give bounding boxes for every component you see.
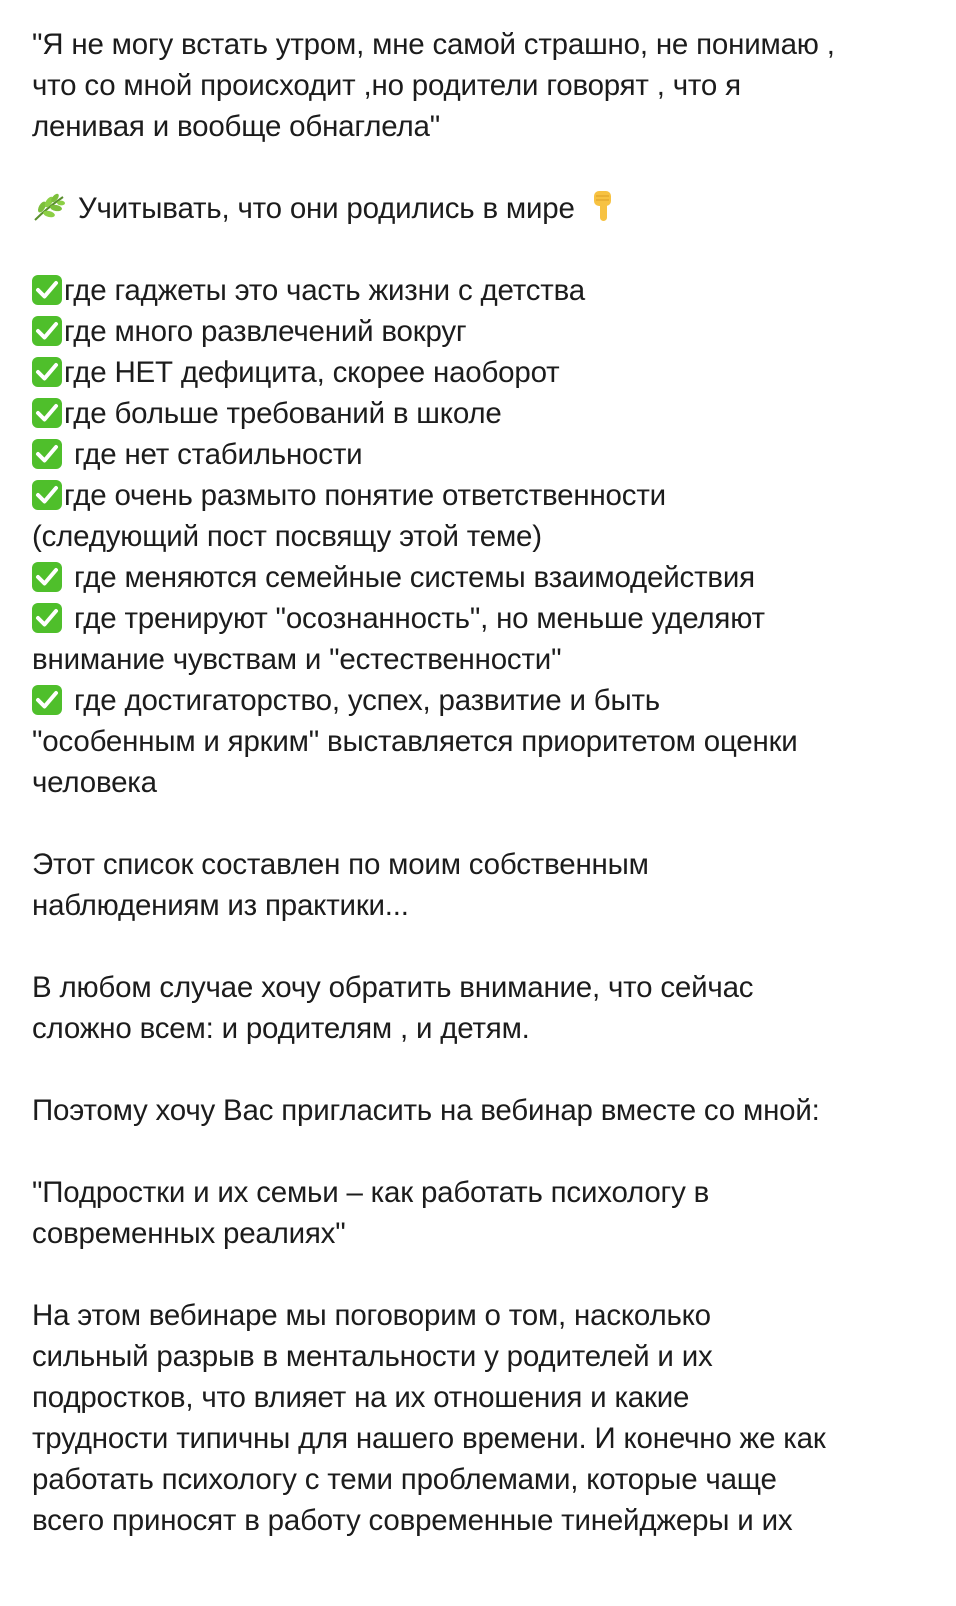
invite-paragraph [32, 1090, 932, 1131]
checklist-item [32, 598, 932, 680]
checklist-item [32, 393, 932, 434]
pointing-down-hand-icon [591, 189, 615, 234]
quote-line: что со мной происходит ,но родители говорят , что я [32, 69, 741, 102]
check-mark-button-icon [32, 562, 62, 592]
check-mark-button-icon [32, 480, 62, 510]
check-mark-button-icon [32, 316, 62, 346]
paragraph-line: Поэтому хочу Вас пригласить на вебинар вместе со мной: [32, 1094, 820, 1127]
checklist-item [32, 352, 932, 393]
paragraph-line: подростков, что влияет на их отношения и какие [32, 1381, 690, 1414]
consider-text: Учитывать, что они родились в мире [78, 192, 575, 225]
quote-paragraph [32, 24, 932, 147]
paragraph-line: "Подростки и их семьи – как работать психологу в [32, 1176, 710, 1209]
description-paragraph [32, 1295, 932, 1541]
check-mark-button-icon [32, 603, 62, 633]
checklist-item-text: "особенным и ярким" выставляется приоритетом оценки [32, 725, 798, 758]
checklist-item-text: внимание чувствам и "естественности" [32, 643, 562, 676]
check-mark-button-icon [32, 439, 62, 469]
quote-line: ленивая и вообще обнаглела" [32, 110, 441, 143]
paragraph-line: В любом случае хочу обратить внимание, что сейчас [32, 971, 754, 1004]
checklist-item [32, 270, 932, 311]
checklist-item-text: где НЕТ дефицита, скорее наоборот [64, 356, 560, 389]
consider-line [32, 188, 932, 229]
paragraph-line: Этот список составлен по моим собственным [32, 848, 649, 881]
observations-paragraph [32, 844, 932, 926]
checklist-item-text: человека [32, 766, 157, 799]
paragraph-line: сложно всем: и родителям , и детям. [32, 1012, 530, 1045]
checklist-item-text: (следующий пост посвящу этой теме) [32, 520, 542, 553]
checklist-item-text: где меняются семейные системы взаимодействия [74, 561, 755, 594]
checklist-item [32, 434, 932, 475]
paragraph-line: трудности типичны для нашего времени. И конечно же как [32, 1422, 826, 1455]
checklist-item-text: где гаджеты это часть жизни с детства [64, 274, 585, 307]
checklist-item-text: где много развлечений вокруг [64, 315, 467, 348]
check-mark-button-icon [32, 275, 62, 305]
checklist-item [32, 557, 932, 598]
check-mark-button-icon [32, 685, 62, 715]
post-text [32, 24, 932, 1541]
checklist-item [32, 680, 932, 803]
webinar-title [32, 1172, 932, 1254]
herb-leaf-icon [32, 193, 66, 234]
paragraph-line: работать психологу с теми проблемами, которые чаще [32, 1463, 777, 1496]
checklist-item-text: где нет стабильности [74, 438, 363, 471]
checklist-item [32, 475, 932, 557]
checklist-item-text: где тренируют "осознанность", но меньше уделяют [74, 602, 765, 635]
difficulty-paragraph [32, 967, 932, 1049]
paragraph-line: сильный разрыв в ментальности у родителей и их [32, 1340, 713, 1373]
paragraph-line: всего приносят в работу современные тинейджеры и их [32, 1504, 793, 1537]
checklist-item-text: где достигаторство, успех, развитие и быть [74, 684, 660, 717]
checklist-item-text: где очень размыто понятие ответственности [64, 479, 666, 512]
checklist-item-text: где больше требований в школе [64, 397, 502, 430]
checklist [32, 270, 932, 803]
checklist-item [32, 311, 932, 352]
check-mark-button-icon [32, 398, 62, 428]
paragraph-line: наблюдениям из практики... [32, 889, 409, 922]
quote-line: "Я не могу встать утром, мне самой страшно, не понимаю , [32, 28, 835, 61]
check-mark-button-icon [32, 357, 62, 387]
paragraph-line: современных реалиях" [32, 1217, 346, 1250]
paragraph-line: На этом вебинаре мы поговорим о том, насколько [32, 1299, 711, 1332]
